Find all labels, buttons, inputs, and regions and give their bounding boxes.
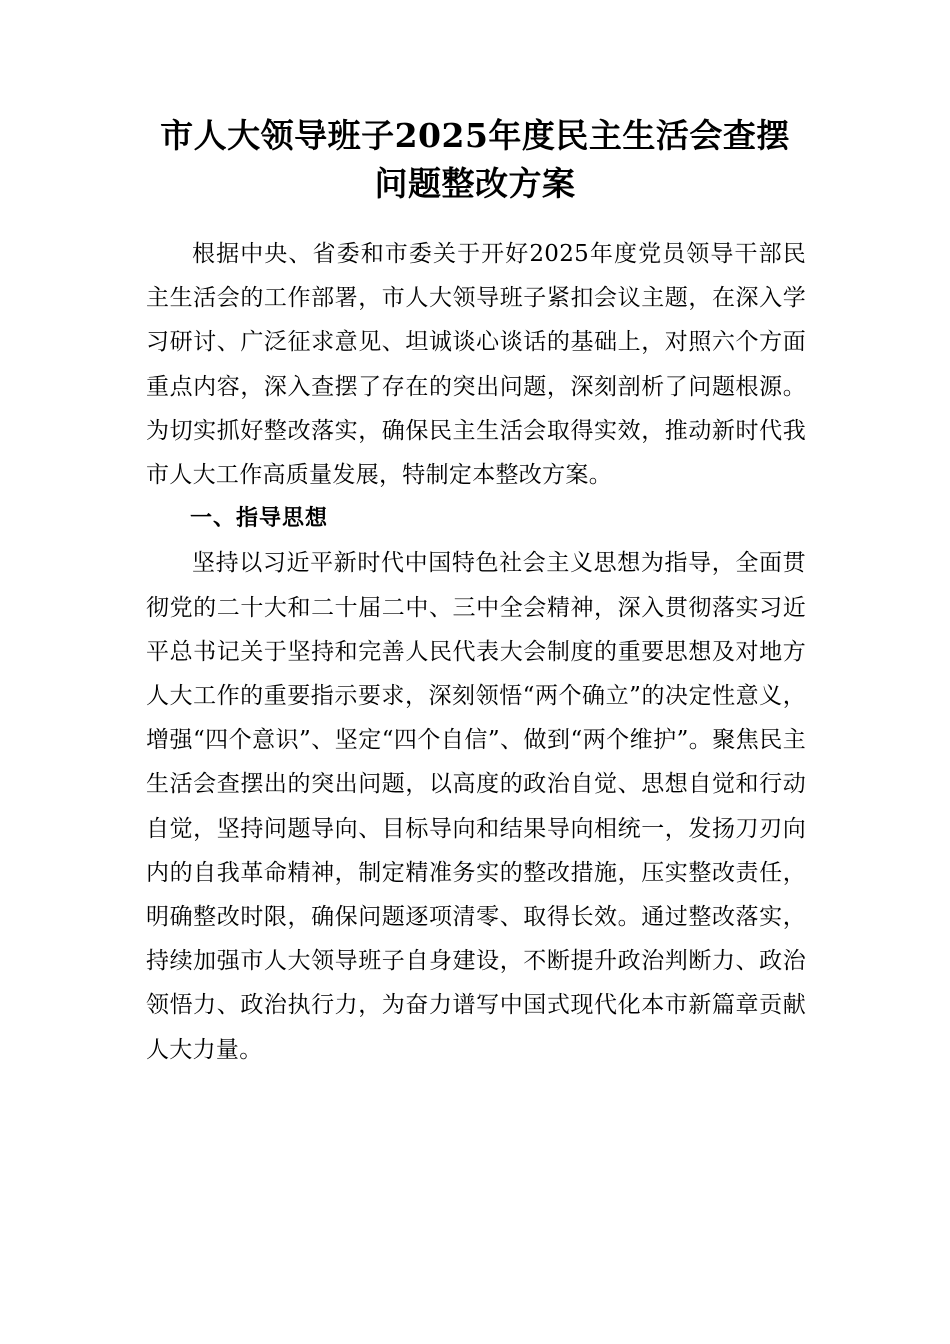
intro-paragraph: 根据中央、省委和市委关于开好2025年度党员领导干部民主生活会的工作部署，市人大领导班子紧扣会议主题，在深入学习研讨、广泛征求意见、坦诚谈心谈话的基础上，对照六个方面重点内容，深入查摆了存在的突出问题，深刻剖析了问题根源。为切实抓好整改落实，确保民主生活会取得实效，推动新时代我市人大工作高质量发展，特制定本整改方案。 — [146, 241, 806, 489]
section-paragraph-guiding-ideology: 坚持以习近平新时代中国特色社会主义思想为指导，全面贯彻党的二十大和二十届二中、三中全会精神，深入贯彻落实习近平总书记关于坚持和完善人民代表大会制度的重要思想及对地方人大工作的重要指示要求，深刻领悟“两个确立”的决定性意义，增强“四个意识”、坚定“四个自信”、做到“两个维护”。聚焦民主生活会查摆出的突出问题，以高度的政治自觉、思想自觉和行动自觉，坚持问题导向、目标导向和结果导向相统一，发扬刀刃向内的自我革命精神，制定精准务实的整改措施，压实整改责任，明确整改时限，确保问题逐项清零、取得长效。通过整改落实，持续加强市人大领导班子自身建设，不断提升政治判断力、政治领悟力、政治执行力，为奋力谱写中国式现代化本市新篇章贡献人大力量。 — [146, 550, 806, 1063]
document-title-line-2: 问题整改方案 — [374, 164, 576, 203]
document-title — [140, 112, 810, 208]
document-title-line-1: 市人大领导班子2025年度民主生活会查摆 — [160, 116, 790, 155]
section-heading-guiding-ideology: 一、指导思想 — [190, 506, 329, 532]
document-body — [146, 232, 806, 1072]
